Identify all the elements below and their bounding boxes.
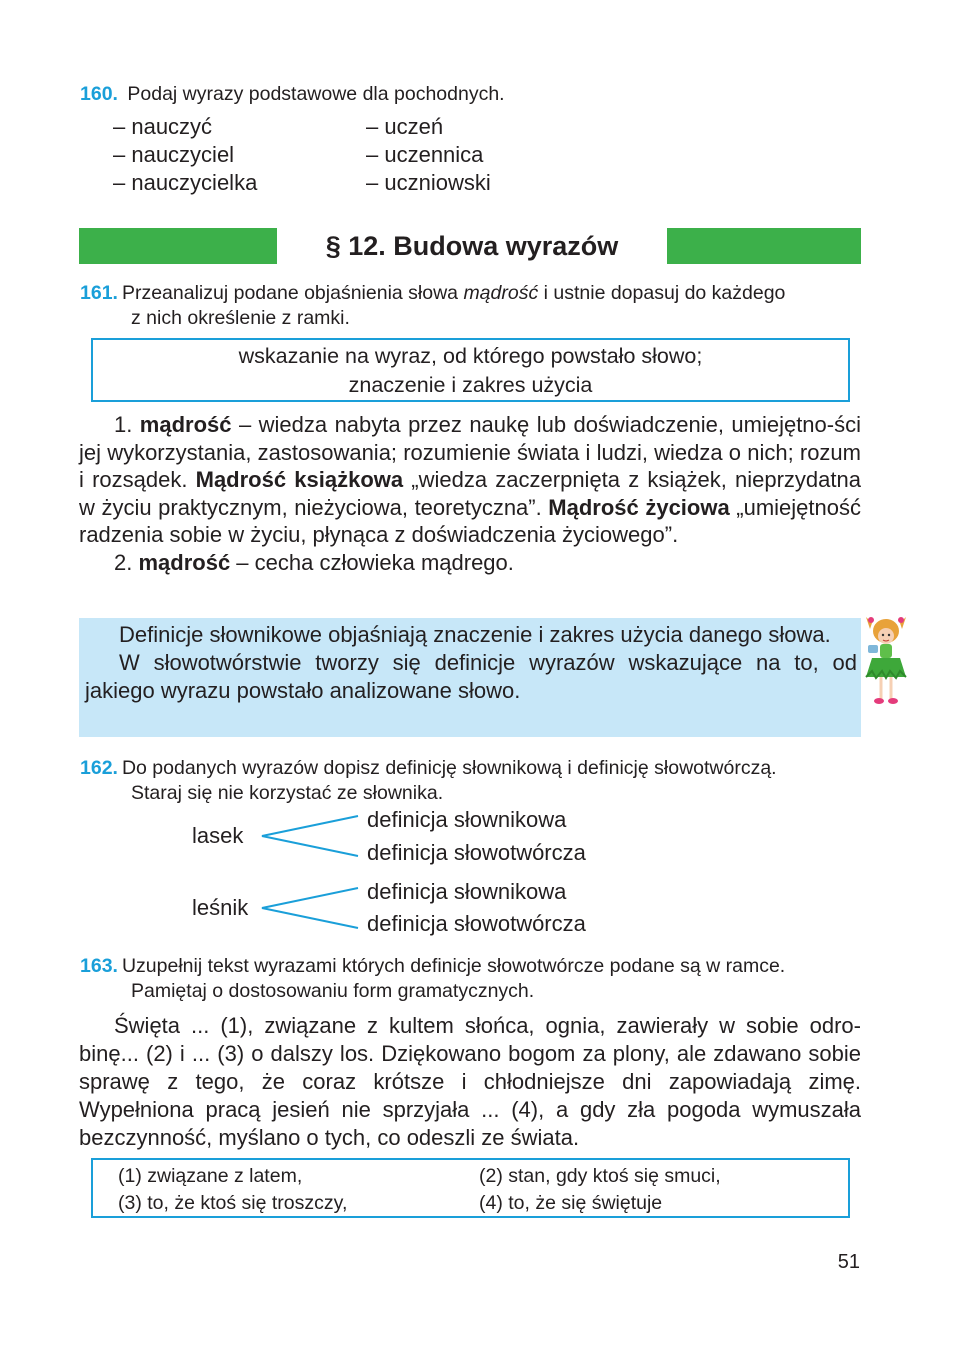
box-item: (2) stan, gdy ktoś się smuci, (479, 1165, 721, 1187)
headword: mądrość (139, 412, 232, 437)
task-text: i ustnie dopasuj do każdego (538, 282, 786, 304)
task-number: 162. (80, 757, 118, 779)
info-box (79, 618, 861, 737)
exercise-paragraph (79, 1012, 861, 1152)
word-list-right (366, 113, 491, 197)
branch-lines-2 (260, 886, 360, 930)
word-item: – nauczyć (113, 114, 213, 139)
task-text: Uzupełnij tekst wyrazami których definicje słowotwórcze podane są w ramce. (121, 955, 786, 977)
definition-label: definicja słowotwórcza (367, 840, 586, 865)
definition-2 (79, 549, 861, 577)
word-item: – uczennica (366, 142, 484, 167)
definition-text: „umiejętność radzenia sobie w życiu, płynąca z doświadczenia życiowego”. (79, 494, 861, 547)
task-text: Przeanalizuj podane objaśnienia słowa (121, 282, 464, 304)
info-paragraph: Definicje słownikowe objaśniają znaczenie i zakres użycia danego słowa. (119, 622, 831, 647)
word-list-left (113, 113, 257, 197)
definition-1 (79, 411, 861, 549)
task-text: Do podanych wyrazów dopisz definicję słownikową i definicję słowotwórczą. (121, 757, 777, 779)
task-number: 163. (80, 955, 118, 977)
info-paragraph: W słowotwórstwie tworzy się definicje wyrazów wskazujące na to, od jakiego wyrazu powstało analizowane słowo. (85, 650, 857, 703)
definition-label: definicja słowotwórcza (367, 911, 586, 936)
task-text-line2: Staraj się nie korzystać ze słownika. (131, 782, 444, 804)
word-item: – nauczycielka (113, 170, 258, 195)
page-number: 51 (837, 1251, 860, 1273)
word-item: – uczeń (366, 114, 444, 139)
section-title: § 12. Budowa wyrazów (325, 231, 619, 261)
hint-box (91, 338, 850, 402)
word-lasek: lasek (192, 823, 244, 848)
box-item: (4) to, że się świętuje (479, 1192, 663, 1214)
definition-label: definicja słownikowa (367, 807, 567, 832)
definition-label: definicja słownikowa (367, 879, 567, 904)
word-item: – uczniowski (366, 170, 491, 195)
definitions-text (79, 411, 861, 576)
definition-text: „wiedza zaczerpnięta z książek, nieprzydatna w życiu praktycznym, nieżyciowa, teoretyczna”. (79, 467, 861, 520)
definitions-box (91, 1158, 850, 1218)
exercise-text: Święta ... (1), związane z kultem słońca, ognia, zawierały w sobie odro-binę... (2) i ... (3) o dalszy los. Dziękowano bogom za plony, ale zdawano sobie sprawę z tego, że coraz krótsze i chłodniejsze dni zapowiadają zimę. Wypełniona pracą jesień nie sprzyjała ... (4), a gdy zła pogoda wymuszała bezczynność, myślano o tych, co odeszli ze świata. (79, 1013, 861, 1150)
branch-lines-1 (260, 814, 360, 858)
task-text-line2: z nich określenie z ramki. (131, 307, 350, 329)
task-161-instruction (80, 281, 870, 331)
headword-phrase: Mądrość książkowa (195, 467, 404, 492)
definition-text: – cecha człowieka mądrego. (230, 549, 514, 575)
hint-box-line: wskazanie na wyraz, od którego powstało słowo; (238, 344, 703, 368)
task-text-line2: Pamiętaj o dostosowaniu form gramatycznych. (131, 980, 535, 1002)
hint-box-line: znaczenie i zakres użycia (348, 373, 593, 397)
definition-number: 1. (114, 412, 140, 437)
headword: mądrość (138, 549, 231, 575)
section-bar-left (79, 228, 277, 264)
task-163-instruction (80, 954, 870, 1004)
task-160-instruction (80, 82, 505, 107)
task-number: 161. (80, 282, 118, 304)
box-item: (3) to, że ktoś się troszczy, (118, 1192, 348, 1214)
word-item: – nauczyciel (113, 142, 235, 167)
task-162-instruction (80, 756, 870, 806)
girl-illustration (862, 615, 910, 707)
box-item: (1) związane z latem, (118, 1165, 303, 1187)
headword-phrase: Mądrość życiowa (548, 494, 730, 520)
definition-number: 2. (114, 549, 139, 575)
task-text-word: mądrość (463, 282, 539, 304)
task-text: Podaj wyrazy podstawowe dla pochodnych. (127, 83, 505, 105)
section-bar-right (667, 228, 861, 264)
definition-text: – wiedza nabyta przez naukę lub doświadczenie, umiejętno-ści jej wykorzystania, zastosowania; rozumienie świata i ludzi, wiedza o nich; rozum i rozsądek. (79, 412, 861, 492)
word-lesnik: leśnik (192, 895, 249, 920)
task-number: 160. (80, 83, 118, 105)
